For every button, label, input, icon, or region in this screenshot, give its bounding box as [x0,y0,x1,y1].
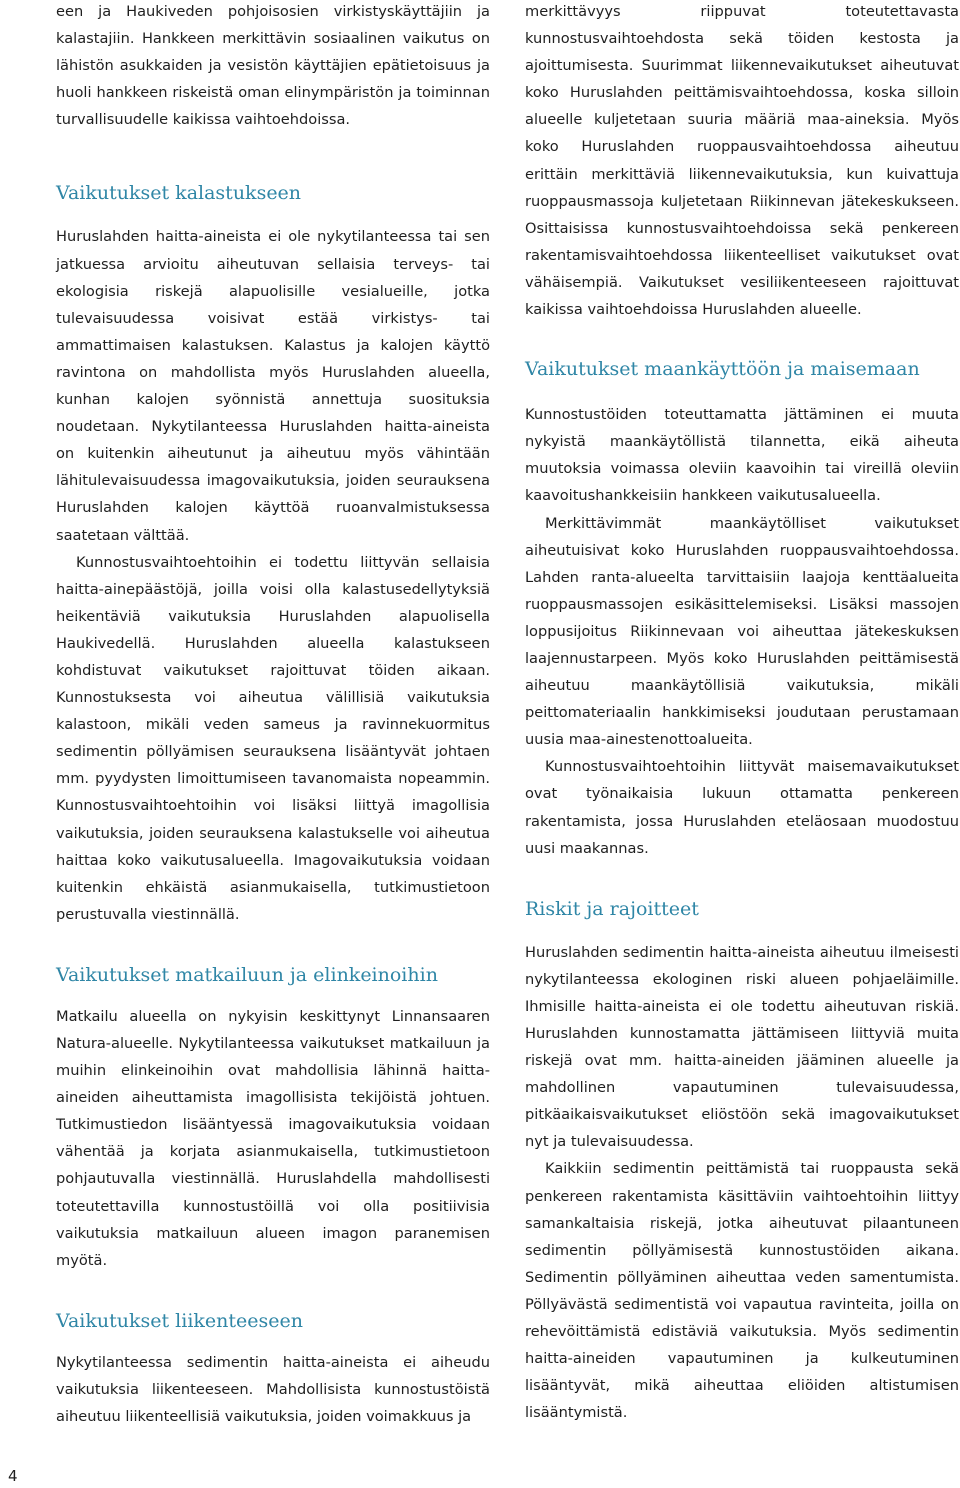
page-number: 4 [8,1467,18,1485]
right-column [525,0,959,1426]
kalastus-paragraph-1: Huruslahden haitta-aineista ei ole nykytilanteessa tai sen jatkuessa arvioitu aiheutuvan sellaisia terveys- tai ekologisia riskejä alapuolisille vesialueille, jotka tulevaisuudessa voisivat estää virkistys- tai ammattimaisen kalastuksen. Kalastus ja kalojen käyttö ravintona on mahdollista myös Huruslahden alueella, kunhan kalojen syönnistä annettuja suosituksia noudetaan. Nykytilanteessa Huruslahden haitta-aineista on kuitenkin aiheutunut ja aiheutuu myös vähintään lähitulevaisuudessa imagovaikutuksia, joiden seurauksena Huruslahden kalojen käyttöä ruoanvalmistuksessa saatetaan välttää. [56,228,490,544]
maankaytto-paragraph-3: Kunnostusvaihtoehtoihin liittyvät maisemavaikutukset ovat työnaikaisia lukuun ottamatta penkereen rakentamista, jossa Huruslahden eteläosaan muodostuu uusi maakannas. [525,758,959,857]
heading-matkailu: Vaikutukset matkailuun ja elinkeinoihin [56,963,438,986]
left-column [56,0,490,1430]
heading-liikenne: Vaikutukset liikenteeseen [56,1309,304,1332]
liikenne-paragraph: Nykytilanteessa sedimentin haitta-aineista ei aiheudu vaikutuksia liikenteeseen. Mahdollisista kunnostustöistä aiheutuu liikenteellisiä vaikutuksia, joiden voimakkuus ja [56,1353,490,1426]
riskit-paragraph-2: Kaikkiin sedimentin peittämistä tai ruoppausta sekä penkereen rakentamista käsittäviin vaihtoehtoihin liittyy samankaltaisia riskejä, jotka aiheutuvat pilaantuneen sedimentin pöllyämisestä kunnostustöiden aikana. Sedimentin pöllyäminen aiheuttaa veden samentumista. Pöllyävästä sedimentistä voi vapautua ravinteita, joilla on rehevöittämistä edistäviä vaikutuksia. Myös sedimentin haitta-aineiden vapautuminen ja kulkeutuminen lisääntyvät, mikä aiheuttaa eliöiden altistumisen lisääntymistä. [525,1160,959,1422]
riskit-paragraph-1: Huruslahden sedimentin haitta-aineista aiheutuu ilmeisesti nykytilanteessa ekologinen riski alueen pohjaeläimille. Ihmisille haitta-aineista ei ole todettu aiheutuvan riskiä. Huruslahden kunnostamatta jättämiseen liittyviä muita riskejä ovat mm. haitta-aineiden jääminen alueelle ja mahdollinen vapautuminen tulevaisuudessa, pitkäaikaisvaikutukset eliöstöön sekä imagovaikutukset nyt ja tulevaisuudessa. [525,943,959,1151]
maankaytto-paragraph-1: Kunnostustöiden toteuttamatta jättäminen ei muuta nykyistä maankäytöllistä tilannetta, eikä aiheuta muutoksia voimassa oleviin kaavoihin tai vireillä oleviin kaavoitushankkeisiin hankkeen vaikutusalueella. [525,406,959,505]
heading-kalastus: Vaikutukset kalastukseen [56,182,302,205]
kalastus-paragraph-2: Kunnostusvaihtoehtoihin ei todettu liittyvän sellaisia haitta-ainepäästöjä, joilla voisi olla kalastusedellytyksiä heikentäviä vaikutuksia Huruslahden alapuolisella Haukivedellä. Huruslahden alueella kalastukseen kohdistuvat vaikutukset rajoittuvat töiden aikaan. Kunnostuksesta voi aiheutua välillisiä vaikutuksia kalastoon, mikäli veden sameus ja ravinnekuormitus sedimentin pöllyämisen seurauksena lisääntyvät johtaen mm. pyydysten limoittumiseen tavanomaista nopeammin. Kunnostusvaihtoehtoihin voi lisäksi liittyä imagollisia vaikutuksia, joiden seurauksena kalastukselle voi aiheutua haittaa koko vaikutusalueella. Imagovaikutuksia voidaan kuitenkin ehkäistä asianmukaisella, tutkimustietoon perustuvalla viestinnällä. [56,553,490,923]
maankaytto-paragraph-2: Merkittävimmät maankäytölliset vaikutukset aiheutuisivat koko Huruslahden ruoppausvaihtoehdossa. Lahden ranta-alueelta tarvittaisiin laajoja kenttäalueita ruoppausmassojen esikäsittelemiseksi. Lisäksi massojen loppusijoitus Riikinnevaan voi aiheuttaa jätekeskuksen laajennustarpeen. Myös koko Huruslahden peittämisestä aiheutuu maankäytöllisiä vaikutuksia, mikäli peittomateriaalin hankkimiseksi joudutaan perustamaan uusia maa-ainestenottoalueita. [525,514,959,749]
intro-paragraph: een ja Haukiveden pohjoisosien virkistyskäyttäjiin ja kalastajiin. Hankkeen merkittävin sosiaalinen vaikutus on lähistön asukkaiden ja vesistön käyttäjien epätietoisuus ja huoli hankkeen riskeistä oman elinympäristön ja toiminnan turvallisuudelle kaikissa vaihtoehdoissa. [56,3,490,129]
heading-maankaytto: Vaikutukset maankäyttöön ja maisemaan [525,358,920,381]
matkailu-paragraph: Matkailu alueella on nykyisin keskittynyt Linnansaaren Natura-alueelle. Nykytilanteessa vaikutukset matkailuun ja muihin elinkeinoihin ovat mahdollisia lähinnä haitta-aineiden aiheuttamista imagollisista tekijöistä johtuen. Tutkimustiedon lisääntyessä imagovaikutuksia voidaan vähentää ja korjata asianmukaisella, tutkimustietoon pohjautuvalla viestinnällä. Huruslahdella mahdollisesti toteutettavilla kunnostustöillä voi olla positiivisia vaikutuksia matkailuun alueen imagon paranemisen myötä. [56,1007,490,1269]
liikenne-continuation: merkittävyys riippuvat toteutettavasta kunnostusvaihtoehdosta sekä töiden kestosta ja ajoittumisesta. Suurimmat liikennevaikutukset aiheutuvat koko Huruslahden peittämisvaihtoehdossa, koska silloin alueelle kuljetetaan suuria määriä maa-aineksia. Myös koko Huruslahden ruoppausvaihtoehdossa aiheutuu erittäin merkittäviä liikennevaikutuksia, kun kuivattuja ruoppausmassoja kuljetetaan Riikinnevan jätekeskukseen. Osittaisissa kunnostusvaihtoehdoissa sekä penkereen rakentamisvaihtoehdossa liikenteelliset vaikutukset ovat vähäisempiä. Vaikutukset vesiliikenteeseen rajoittuvat kaikissa vaihtoehdoissa Huruslahden alueelle. [525,3,959,319]
heading-riskit: Riskit ja rajoitteet [525,897,699,920]
